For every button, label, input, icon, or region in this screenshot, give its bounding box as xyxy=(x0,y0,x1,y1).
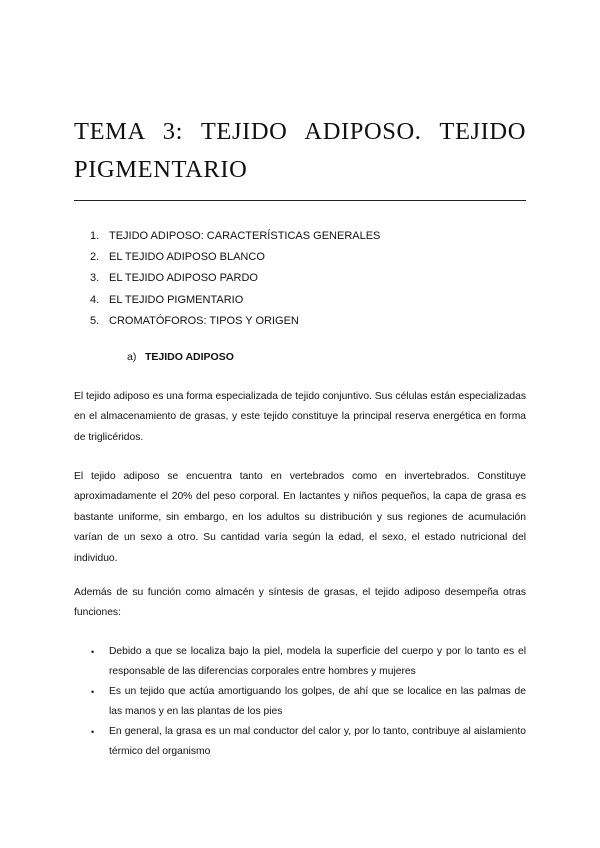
toc-item xyxy=(90,311,380,332)
toc-number: 1. xyxy=(90,230,100,242)
toc-item xyxy=(90,226,380,247)
toc-label: EL TEJIDO ADIPOSO BLANCO xyxy=(109,251,265,264)
page-title: TEMA 3: TEJIDO ADIPOSO. TEJIDO PIGMENTARIO xyxy=(74,118,526,183)
toc-number: 5. xyxy=(90,314,100,327)
toc-number: 4. xyxy=(90,293,100,306)
toc-number: 3. xyxy=(90,272,100,285)
bullet-item xyxy=(74,642,526,682)
bullet-text: Debido a que se localiza bajo la piel, modela la superficie del cuerpo y por lo tanto es el responsable de las diferencias corporales entre hombres y mujeres xyxy=(109,646,526,677)
toc-item xyxy=(90,247,380,268)
bullet-item xyxy=(74,682,526,722)
toc-item xyxy=(90,268,380,289)
section-heading-text: TEJIDO ADIPOSO xyxy=(145,351,234,363)
title-divider xyxy=(74,200,526,201)
toc-label: EL TEJIDO PIGMENTARIO xyxy=(109,293,244,306)
bullet-icon: • xyxy=(91,687,95,697)
bullet-text: En general, la grasa es un mal conductor del calor y, por lo tanto, contribuye al aislamiento térmico del organismo xyxy=(109,726,526,757)
paragraph: El tejido adiposo se encuentra tanto en vertebrados como en invertebrados. Constituye aproximadamente el 20% del peso corporal. En lactantes y niños pequeños, la capa de grasa es bastante uniforme, sin embargo, en los adultos su distribución y sus regiones de acumulación varían de un sexo a otro. Su cantidad varía según la edad, el sexo, el estado nutricional del individuo. xyxy=(74,471,526,564)
table-of-contents xyxy=(90,226,380,332)
toc-number: 2. xyxy=(90,251,100,264)
paragraph: El tejido adiposo es una forma especializada de tejido conjuntivo. Sus células están especializadas en el almacenamiento de grasas, y este tejido constituye la principal reserva energética en forma de triglicéridos. xyxy=(74,391,526,443)
toc-label: EL TEJIDO ADIPOSO PARDO xyxy=(109,272,258,285)
paragraph: Además de su función como almacén y síntesis de grasas, el tejido adiposo desempeña otras funciones: xyxy=(74,587,526,619)
toc-item xyxy=(90,290,380,311)
section-heading xyxy=(127,350,234,364)
bullet-list xyxy=(74,642,526,762)
bullet-icon: • xyxy=(91,727,95,737)
bullet-icon: • xyxy=(91,647,95,657)
bullet-item xyxy=(74,722,526,762)
toc-label: CROMATÓFOROS: TIPOS Y ORIGEN xyxy=(109,314,299,327)
section-letter: a) xyxy=(127,351,137,363)
toc-label: TEJIDO ADIPOSO: CARACTERÍSTICAS GENERALES xyxy=(109,230,381,242)
bullet-text: Es un tejido que actúa amortiguando los golpes, de ahí que se localice en las palmas de las manos y en las plantas de los pies xyxy=(109,686,526,717)
